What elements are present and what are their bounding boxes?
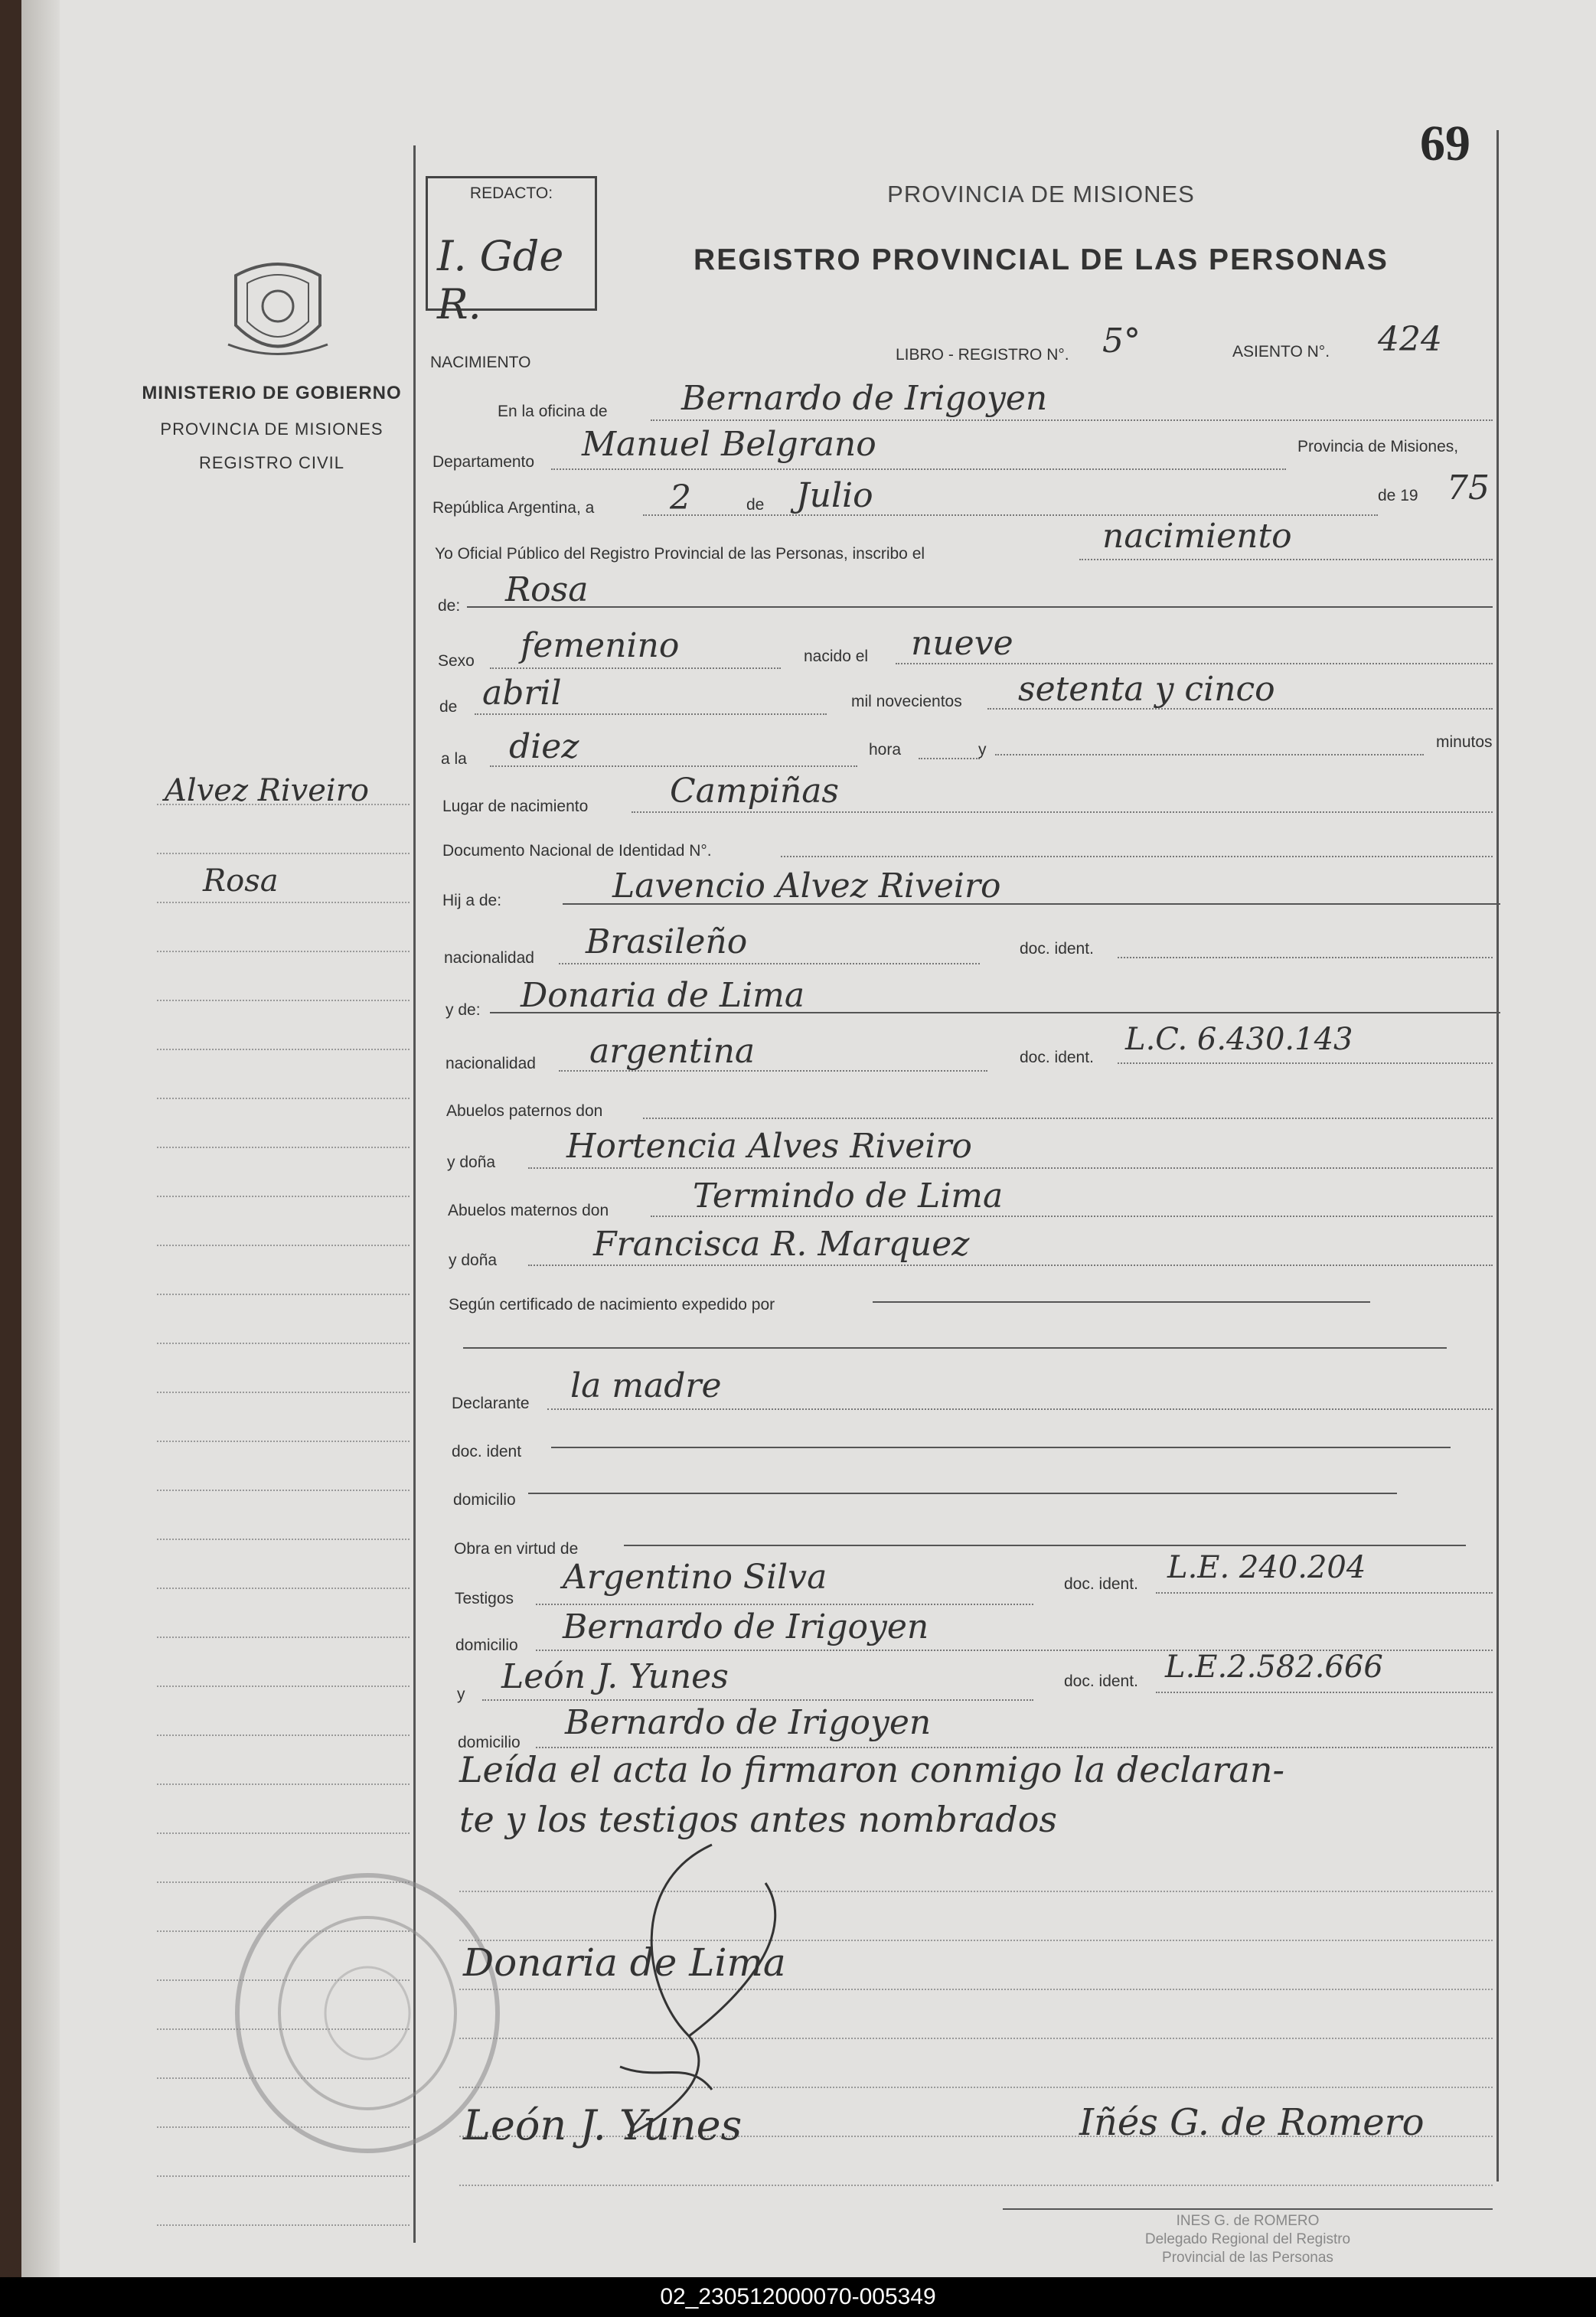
oficina-line <box>651 419 1493 421</box>
margin-note-name: Rosa <box>203 863 279 899</box>
margin-rule <box>157 1294 410 1295</box>
segun-label: Según certificado de nacimiento expedido por <box>449 1296 775 1314</box>
testigo2-line <box>482 1699 1033 1701</box>
doc-t2-label: doc. ident. <box>1064 1672 1138 1690</box>
de-nombre-label: de: <box>438 597 461 615</box>
hija-label: Hij a de: <box>442 892 502 909</box>
y-dona1-value: Hortencia Alves Riveiro <box>566 1127 972 1166</box>
ministerio-title: MINISTERIO DE GOBIERNO <box>142 383 402 403</box>
margin-note-surname: Alvez Riveiro <box>165 773 369 808</box>
lugar-line <box>632 811 1493 813</box>
nac1-line <box>559 963 980 964</box>
doc2-line <box>1118 1062 1493 1064</box>
minutos-line <box>995 754 1424 755</box>
redacto-box <box>426 176 597 328</box>
asiento-label: ASIENTO N°. <box>1232 343 1330 361</box>
page-number: 69 <box>1420 116 1470 171</box>
y-dona2-label: y doña <box>449 1252 498 1269</box>
signature-witness: León J. Yunes <box>463 2101 743 2149</box>
testigo1-line <box>536 1604 1033 1605</box>
anio-label: de 19 <box>1378 487 1418 504</box>
nac2-label: nacionalidad <box>446 1055 536 1072</box>
margin-rule <box>157 1734 410 1736</box>
dom2-line <box>536 1747 1493 1748</box>
provincia-heading: PROVINCIA DE MISIONES <box>887 181 1195 207</box>
doc-t1-label: doc. ident. <box>1064 1575 1138 1593</box>
margin-rule <box>157 2224 410 2226</box>
y-label: y <box>978 741 987 759</box>
mil-value: setenta y cinco <box>1018 670 1275 709</box>
de-mes-line <box>475 713 827 715</box>
coat-of-arms-icon <box>220 253 335 367</box>
declarante-line <box>547 1408 1493 1410</box>
right-border-line <box>1496 130 1499 2182</box>
y-t-label: y <box>457 1686 465 1703</box>
y-dona2-value: Francisca R. Marquez <box>593 1225 970 1264</box>
mes-value: Julio <box>796 476 873 515</box>
margin-rule <box>157 1098 410 1099</box>
nombre-value: Rosa <box>505 570 589 609</box>
y-de-label: y de: <box>446 1001 481 1019</box>
de-mes-label: de <box>439 698 458 716</box>
abuelos-pat-label: Abuelos paternos don <box>446 1102 603 1120</box>
y-dona1-label: y doña <box>447 1154 496 1171</box>
margin-rule <box>157 1441 410 1442</box>
nac1-label: nacionalidad <box>444 949 534 967</box>
yo-oficial-line <box>1079 559 1493 560</box>
segun-line <box>873 1301 1370 1303</box>
margin-rule <box>157 1196 410 1197</box>
margin-rule <box>157 1832 410 1834</box>
obra-label: Obra en virtud de <box>454 1540 579 1558</box>
nacido-label: nacido el <box>804 648 869 665</box>
a-la-label: a la <box>441 750 467 768</box>
departamento-value: Manuel Belgrano <box>582 425 876 464</box>
testigo1-value: Argentino Silva <box>563 1558 827 1597</box>
lugar-label: Lugar de nacimiento <box>442 798 589 815</box>
official-stamp-line3: Provincial de las Personas <box>1162 2250 1333 2266</box>
minutos-label: minutos <box>1436 733 1493 751</box>
signature-official: Iñés G. de Romero <box>1079 2101 1425 2144</box>
image-caption: 02_230512000070-005349 <box>0 2277 1596 2317</box>
doc1-line <box>1118 957 1493 958</box>
documento-label: Documento Nacional de Identidad N°. <box>442 842 712 860</box>
nac2-value: argentina <box>589 1032 756 1071</box>
hora-line <box>919 758 980 759</box>
hija-line <box>563 903 1500 905</box>
y-de-value: Donaria de Lima <box>521 976 805 1015</box>
abuelos-pat-line <box>643 1118 1493 1119</box>
official-signature-line <box>1003 2208 1493 2210</box>
margin-rule <box>157 1245 410 1246</box>
signature-declarant: Donaria de Lima <box>463 1940 786 1985</box>
oficina-label: En la oficina de <box>498 403 608 420</box>
yo-oficial-value: nacimiento <box>1102 517 1292 556</box>
nombre-line <box>467 606 1493 608</box>
y-dona1-line <box>528 1167 1493 1169</box>
doc-ident-label: doc. ident <box>452 1443 522 1460</box>
doc-t2-value: L.E.2.582.666 <box>1165 1650 1383 1685</box>
oficina-value: Bernardo de Irigoyen <box>681 379 1048 418</box>
dia-value: 2 <box>670 478 691 517</box>
nacido-line <box>896 663 1493 664</box>
yo-oficial-label: Yo Oficial Público del Registro Provincial de las Personas, inscribo el <box>435 545 925 563</box>
mil-label: mil novecientos <box>851 693 962 710</box>
dom2-value: Bernardo de Irigoyen <box>565 1703 932 1742</box>
segun-line-2 <box>463 1347 1447 1349</box>
domicilio-line <box>528 1493 1397 1494</box>
margin-rule <box>157 1539 410 1540</box>
doc2-value: L.C. 6.430.143 <box>1125 1022 1353 1057</box>
republica-label: República Argentina, a <box>432 499 595 517</box>
margin-rule <box>157 853 410 854</box>
de-mes-value: abril <box>482 674 562 713</box>
margin-rule <box>157 2175 410 2177</box>
departamento-line <box>551 468 1286 470</box>
margin-rule <box>157 902 410 903</box>
page-binding <box>21 0 60 2277</box>
abuelos-mat-label: Abuelos maternos don <box>448 1202 609 1219</box>
y-de-line <box>490 1012 1500 1013</box>
testigo2-value: León J. Yunes <box>501 1657 729 1696</box>
de-label: de <box>746 496 765 514</box>
abuelos-mat-line <box>651 1216 1493 1217</box>
official-stamp-line2: Delegado Regional del Registro <box>1144 2231 1351 2247</box>
ministerio-registro: REGISTRO CIVIL <box>198 453 345 472</box>
official-stamp-line1: INES G. de ROMERO <box>1176 2213 1320 2229</box>
anio-value: 75 <box>1447 468 1490 507</box>
dom2-label: domicilio <box>458 1734 521 1751</box>
abuelos-mat-value: Termindo de Lima <box>693 1176 1004 1216</box>
doc1-label: doc. ident. <box>1020 940 1094 958</box>
sexo-line <box>490 667 781 669</box>
a-la-line <box>490 765 857 767</box>
a-la-value: diez <box>509 727 579 766</box>
doc-t1-line <box>1156 1592 1493 1594</box>
doc-t1-value: L.E. 240.204 <box>1167 1550 1366 1585</box>
nacido-value: nueve <box>911 624 1013 663</box>
obra-line <box>624 1545 1466 1546</box>
margin-rule <box>157 1490 410 1491</box>
nac1-value: Brasileño <box>586 922 748 961</box>
closing-line-1: Leída el acta lo firmaron conmigo la declaran- <box>459 1749 1285 1790</box>
lugar-value: Campiñas <box>670 772 840 811</box>
domicilio-label: domicilio <box>453 1491 516 1509</box>
margin-rule <box>157 1000 410 1001</box>
libro-value: 5° <box>1102 321 1141 361</box>
doc-ident-line <box>551 1447 1451 1448</box>
margin-rule <box>157 1343 410 1344</box>
libro-label: LIBRO - REGISTRO N°. <box>896 346 1069 364</box>
declarante-label: Declarante <box>452 1395 530 1412</box>
documento-line <box>781 856 1493 857</box>
dom1-label: domicilio <box>455 1637 518 1654</box>
doc2-label: doc. ident. <box>1020 1049 1094 1066</box>
margin-rule <box>157 1588 410 1589</box>
hora-label: hora <box>869 741 902 759</box>
redacto-value: I. Gde R. <box>437 232 564 328</box>
declarante-value: la madre <box>570 1366 722 1405</box>
registro-heading: REGISTRO PROVINCIAL DE LAS PERSONAS <box>694 243 1389 276</box>
closing-line-2: te y los testigos antes nombrados <box>459 1799 1057 1840</box>
sexo-label: Sexo <box>438 652 475 670</box>
asiento-value: 424 <box>1378 320 1442 359</box>
ministerio-block <box>130 383 413 473</box>
provincia-label: Provincia de Misiones, <box>1297 438 1459 455</box>
ministerio-province: PROVINCIA DE MISIONES <box>160 419 383 439</box>
redacto-label: REDACTO: <box>469 184 553 202</box>
margin-rule <box>157 1637 410 1638</box>
mil-line <box>987 708 1493 710</box>
margin-rule <box>157 1392 410 1393</box>
republica-line <box>643 514 1378 516</box>
margin-rule <box>157 951 410 952</box>
margin-rule <box>157 1686 410 1687</box>
margin-rule <box>157 1049 410 1050</box>
departamento-label: Departamento <box>432 453 535 471</box>
nacimiento-label: NACIMIENTO <box>430 354 531 371</box>
testigos-label: Testigos <box>455 1590 514 1607</box>
nac2-line <box>559 1070 987 1072</box>
margin-rule <box>157 1783 410 1785</box>
y-dona2-line <box>528 1265 1493 1266</box>
dom1-value: Bernardo de Irigoyen <box>563 1607 929 1646</box>
hija-value: Lavencio Alvez Riveiro <box>612 866 1001 906</box>
doc-t2-line <box>1156 1692 1493 1693</box>
signature-rule <box>459 2185 1493 2186</box>
sexo-value: femenino <box>521 626 680 665</box>
official-stamp-text <box>1072 2212 1424 2267</box>
margin-rule <box>157 1147 410 1148</box>
